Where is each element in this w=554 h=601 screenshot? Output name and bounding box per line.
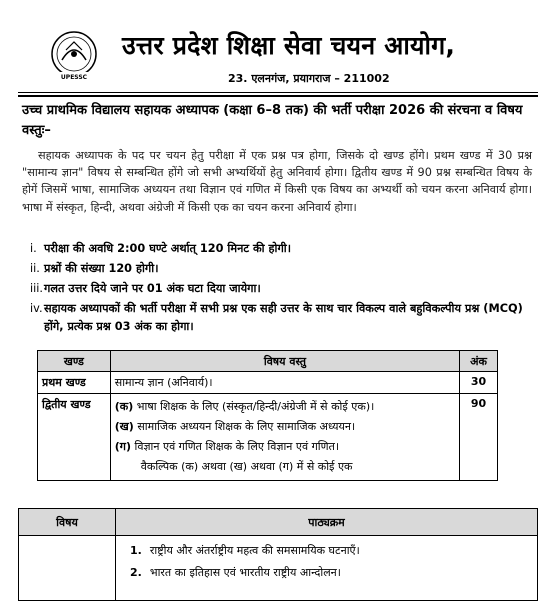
- option-text: विज्ञान एवं गणित शिक्षक के लिए विज्ञान एवं गणित।: [134, 440, 340, 453]
- column-header: विषय: [19, 509, 116, 536]
- header-divider: [18, 92, 538, 93]
- commission-address: 23. एलनगंज, प्रयागराज – 211002: [228, 72, 390, 85]
- content-cell: [110, 394, 459, 481]
- exam-heading: उच्च प्राथमिक विद्यालय सहायक अध्यापक (कक्षा 6–8 तक) की भर्ती परीक्षा 2026 की संरचना व विषय वस्तुः–: [22, 103, 523, 138]
- page-header: [0, 0, 554, 100]
- rule-text: गलत उत्तर दिये जाने पर 01 अंक घटा दिया जायेगा।: [44, 282, 261, 295]
- column-header: पाठ्यक्रम: [116, 509, 538, 536]
- table-row: [19, 536, 538, 601]
- item-number: 2.: [130, 566, 142, 579]
- section-cell: द्वितीय खण्ड: [38, 394, 111, 481]
- item-number: 1.: [130, 544, 142, 557]
- table-row: [38, 394, 498, 481]
- option-label: (ख): [114, 420, 134, 433]
- intro-paragraph: सहायक अध्यापक के पद पर चयन हेतु परीक्षा में एक प्रश्न पत्र होगा, जिसके दो खण्ड होंगे। प्रथम खण्ड में 30 प्रश्न "सामान्य ज्ञान" विषय से सम्बन्धित होंगे जो सभी अभ्यर्थियों हेतु अनिवार्य होगा। द्वितीय खण्ड में 90 प्रश्न सम्बन्धित विषय के होगें जिसमें भाषा, सामाजिक अध्ययन तथा विज्ञान एवं गणित में किसी एक विषय का अभ्यर्थी को चयन करना अनिवार्य होगा। भाषा में संस्कृत, हिन्दी, अथवा अंग्रेजी में किसी एक का चयन करना अनिवार्य होगा।: [22, 149, 532, 214]
- marks-cell: 90: [460, 394, 498, 481]
- option-text: सामाजिक अध्ययन शिक्षक के लिए सामाजिक अध्ययन।: [137, 420, 356, 433]
- subject-option: [115, 397, 455, 417]
- item-text: राष्ट्रीय और अंतर्राष्ट्रीय महत्व की समसामयिक घटनाएँ।: [149, 544, 360, 557]
- rule-number: iii.: [30, 282, 44, 295]
- subject-option: [115, 417, 455, 437]
- commission-title: उत्तर प्रदेश शिक्षा सेवा चयन आयोग,: [122, 31, 456, 60]
- item-text: भारत का इतिहास एवं भारतीय राष्ट्रीय आन्दोलन।: [149, 566, 341, 579]
- option-note: वैकल्पिक (क) अथवा (ख) अथवा (ग) में से कोई एक: [140, 460, 353, 473]
- rule-text: सहायक अध्यापकों की भर्ती परीक्षा में सभी प्रश्न एक सही उत्तर के साथ चार विकल्प वाले बहुविकल्पीय प्रश्न (MCQ) होंगे, प्रत्येक प्रश्न 03 अंक का होगा।: [44, 302, 523, 333]
- syllabus-item: [116, 562, 537, 584]
- rule-text: प्रश्नों की संख्या 120 होगी।: [44, 262, 159, 275]
- table-header-row: [38, 351, 498, 372]
- syllabus-item: [116, 540, 537, 562]
- option-label: (ग): [114, 440, 132, 453]
- rule-text: परीक्षा की अवधि 2:00 घण्टे अर्थात् 120 मिनट की होगी।: [44, 242, 292, 255]
- exam-structure-table: [37, 350, 498, 481]
- rule-number: ii.: [30, 262, 40, 275]
- column-header: खण्ड: [38, 351, 111, 372]
- rule-number: iv.: [30, 302, 43, 315]
- subject-cell: [19, 536, 116, 601]
- column-header: अंक: [460, 351, 498, 372]
- upessc-logo: [48, 30, 100, 82]
- option-text: भाषा शिक्षक के लिए (संस्कृत/हिन्दी/अंग्रेजी में से कोई एक)।: [136, 400, 375, 413]
- option-label: (क): [114, 400, 134, 413]
- table-header-row: [19, 509, 538, 536]
- section-cell: प्रथम खण्ड: [38, 372, 111, 394]
- syllabus-cell: [116, 536, 538, 601]
- header-divider-thick: [18, 95, 538, 97]
- column-header: विषय वस्तु: [110, 351, 459, 372]
- content-cell: सामान्य ज्ञान (अनिवार्य)।: [110, 372, 459, 394]
- marks-cell: 30: [460, 372, 498, 394]
- table-row: [38, 372, 498, 394]
- emblem-icon: [48, 30, 100, 82]
- svg-text:UPESSC: UPESSC: [60, 74, 88, 81]
- syllabus-table: [18, 508, 538, 601]
- rule-number: i.: [30, 242, 37, 255]
- subject-option: [115, 437, 455, 457]
